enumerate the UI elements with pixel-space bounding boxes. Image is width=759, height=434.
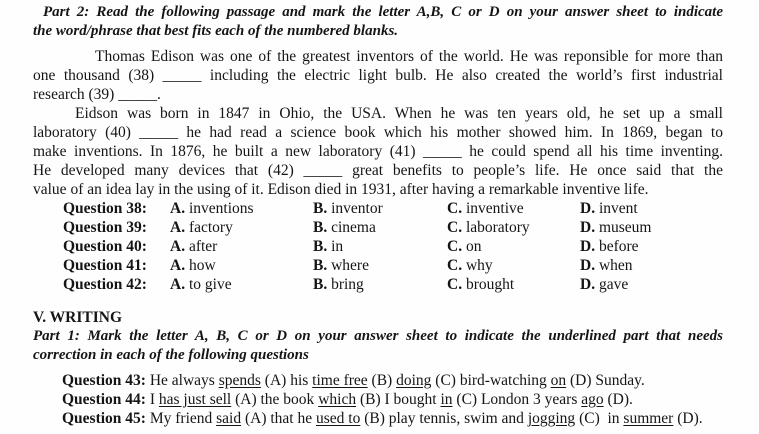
option-text: cinema (331, 219, 376, 236)
option-d (580, 275, 723, 294)
option-c (447, 237, 580, 256)
option-text: inventions (188, 200, 254, 217)
writing-question-row (62, 409, 723, 428)
option-text: when (598, 257, 633, 274)
passage-line: He developed many devices that (42) _____ great benefits to people’s life. He once said that the (33, 162, 723, 179)
text-segment: (A) his (260, 372, 313, 389)
option-c (447, 256, 580, 275)
text-segment: (C) bird-watching (431, 372, 551, 389)
option-d (580, 256, 723, 275)
passage-line: value of an idea lay in the using of it. Edison died in 1931, after having a remarkable inventive life. (33, 181, 649, 198)
writing-question-row (62, 371, 723, 390)
option-c (447, 218, 580, 237)
underlined-part: summer (623, 410, 674, 427)
text-segment: (B) (367, 372, 397, 389)
mcq-question-row (63, 256, 723, 275)
option-text: before (598, 238, 639, 255)
underlined-part: has just sell (158, 391, 232, 408)
writing-part1-heading (33, 327, 723, 365)
mcq-question-row (63, 237, 723, 256)
underlined-part: ago (581, 391, 604, 408)
underlined-part: doing (396, 372, 432, 389)
option-c (447, 199, 580, 218)
option-letter: D. (580, 276, 596, 293)
option-a (170, 237, 313, 256)
option-a (170, 256, 313, 275)
option-letter: C. (447, 219, 463, 236)
text-segment: I (149, 391, 159, 408)
option-letter: B. (313, 200, 328, 217)
part1-heading-line: Part 1: Mark the letter A, B, C or D on your answer sheet to indicate the underlined part that needs (33, 328, 723, 344)
mcq-question-row (63, 199, 723, 218)
question-text (150, 372, 645, 389)
option-text: factory (188, 219, 233, 236)
part2-heading-line: the word/phrase that best fits each of the numbered blanks. (33, 23, 399, 39)
part2-heading (33, 3, 723, 41)
question-text (150, 391, 633, 408)
option-letter: C. (447, 276, 463, 293)
mcq-question-list (63, 199, 723, 294)
option-letter: A. (170, 200, 186, 217)
writing-question-row (62, 390, 723, 409)
part1-heading-line: correction in each of the following questions (33, 347, 309, 363)
option-d (580, 199, 723, 218)
option-letter: A. (170, 257, 186, 274)
passage-line: research (39) _____. (33, 86, 161, 103)
option-c (447, 275, 580, 294)
option-text: inventive (465, 200, 524, 217)
question-label: Question 43: (62, 372, 146, 389)
option-text: laboratory (465, 219, 530, 236)
passage-line: make inventions. In 1876, he built a new laboratory (41) _____ he could spend all his time inventing. (33, 143, 723, 160)
option-letter: A. (170, 238, 186, 255)
passage-line: Thomas Edison was one of the greatest inventors of the world. He was reponsible for more than (95, 48, 723, 65)
option-text: why (465, 257, 493, 274)
text-segment: My friend (149, 410, 217, 427)
option-b (313, 275, 447, 294)
option-b (313, 199, 447, 218)
underlined-part: jogging (527, 410, 576, 427)
writing-question-list (62, 371, 723, 428)
option-text: inventor (331, 200, 383, 217)
option-text: on (465, 238, 482, 255)
text-segment: (D). (603, 391, 633, 408)
option-letter: A. (170, 276, 186, 293)
question-label: Question 42: (63, 276, 147, 293)
option-text: bring (331, 276, 364, 293)
option-text: museum (598, 219, 652, 236)
underlined-part: used to (316, 410, 361, 427)
option-text: brought (465, 276, 515, 293)
mcq-question-row (63, 275, 723, 294)
option-letter: A. (170, 219, 186, 236)
underlined-part: which (318, 391, 357, 408)
underlined-part: said (216, 410, 242, 427)
text-segment: (C) in (575, 410, 624, 427)
part2-heading-line: Part 2: Read the following passage and mark the letter A,B, C or D on your answer sheet to indicate (43, 4, 723, 20)
option-letter: C. (447, 238, 463, 255)
question-label: Question 40: (63, 238, 147, 255)
option-letter: B. (313, 257, 328, 274)
option-letter: B. (313, 238, 328, 255)
passage-paragraph-1 (33, 47, 723, 104)
question-label: Question 44: (62, 391, 146, 408)
question-label: Question 41: (63, 257, 147, 274)
option-b (313, 237, 447, 256)
option-letter: C. (447, 200, 463, 217)
text-segment: (A) that he (241, 410, 316, 427)
option-text: invent (598, 200, 638, 217)
option-a (170, 199, 313, 218)
question-label: Question 39: (63, 219, 147, 236)
option-d (580, 218, 723, 237)
writing-section-heading: V. WRITING (33, 309, 123, 326)
option-d (580, 237, 723, 256)
passage-paragraph-2 (33, 104, 723, 199)
underlined-part: on (550, 372, 567, 389)
option-letter: B. (313, 219, 328, 236)
option-b (313, 256, 447, 275)
option-letter: D. (580, 257, 596, 274)
question-label: Question 38: (63, 200, 147, 217)
option-text: after (188, 238, 218, 255)
mcq-question-row (63, 218, 723, 237)
text-segment: (C) London 3 years (452, 391, 582, 408)
option-letter: C. (447, 257, 463, 274)
passage-line: one thousand (38) _____ including the electric light bulb. He also created the world’s first industrial (33, 67, 723, 84)
text-segment: (D). (673, 410, 703, 427)
text-segment: (D) Sunday. (566, 372, 645, 389)
option-a (170, 275, 313, 294)
option-a (170, 218, 313, 237)
option-text: in (331, 238, 344, 255)
question-text (150, 410, 703, 427)
text-segment: (B) play tennis, swim and (360, 410, 528, 427)
underlined-part: spends (218, 372, 261, 389)
option-letter: D. (580, 219, 596, 236)
option-letter: D. (580, 238, 596, 255)
question-label: Question 45: (62, 410, 146, 427)
option-letter: D. (580, 200, 596, 217)
underlined-part: time free (312, 372, 368, 389)
option-letter: B. (313, 276, 328, 293)
passage-line: Eidson was born in 1847 in Ohio, the USA. When he was ten years old, he set up a small (75, 105, 723, 122)
option-text: gave (598, 276, 629, 293)
underlined-part: in (440, 391, 453, 408)
text-segment: (A) the book (231, 391, 319, 408)
option-b (313, 218, 447, 237)
text-segment: (B) I bought (356, 391, 441, 408)
option-text: where (331, 257, 369, 274)
option-text: to give (188, 276, 232, 293)
text-segment: He always (149, 372, 219, 389)
passage-line: laboratory (40) _____ he had read a science book which his mother showed him. In 1869, began to (33, 124, 723, 141)
option-text: how (188, 257, 216, 274)
